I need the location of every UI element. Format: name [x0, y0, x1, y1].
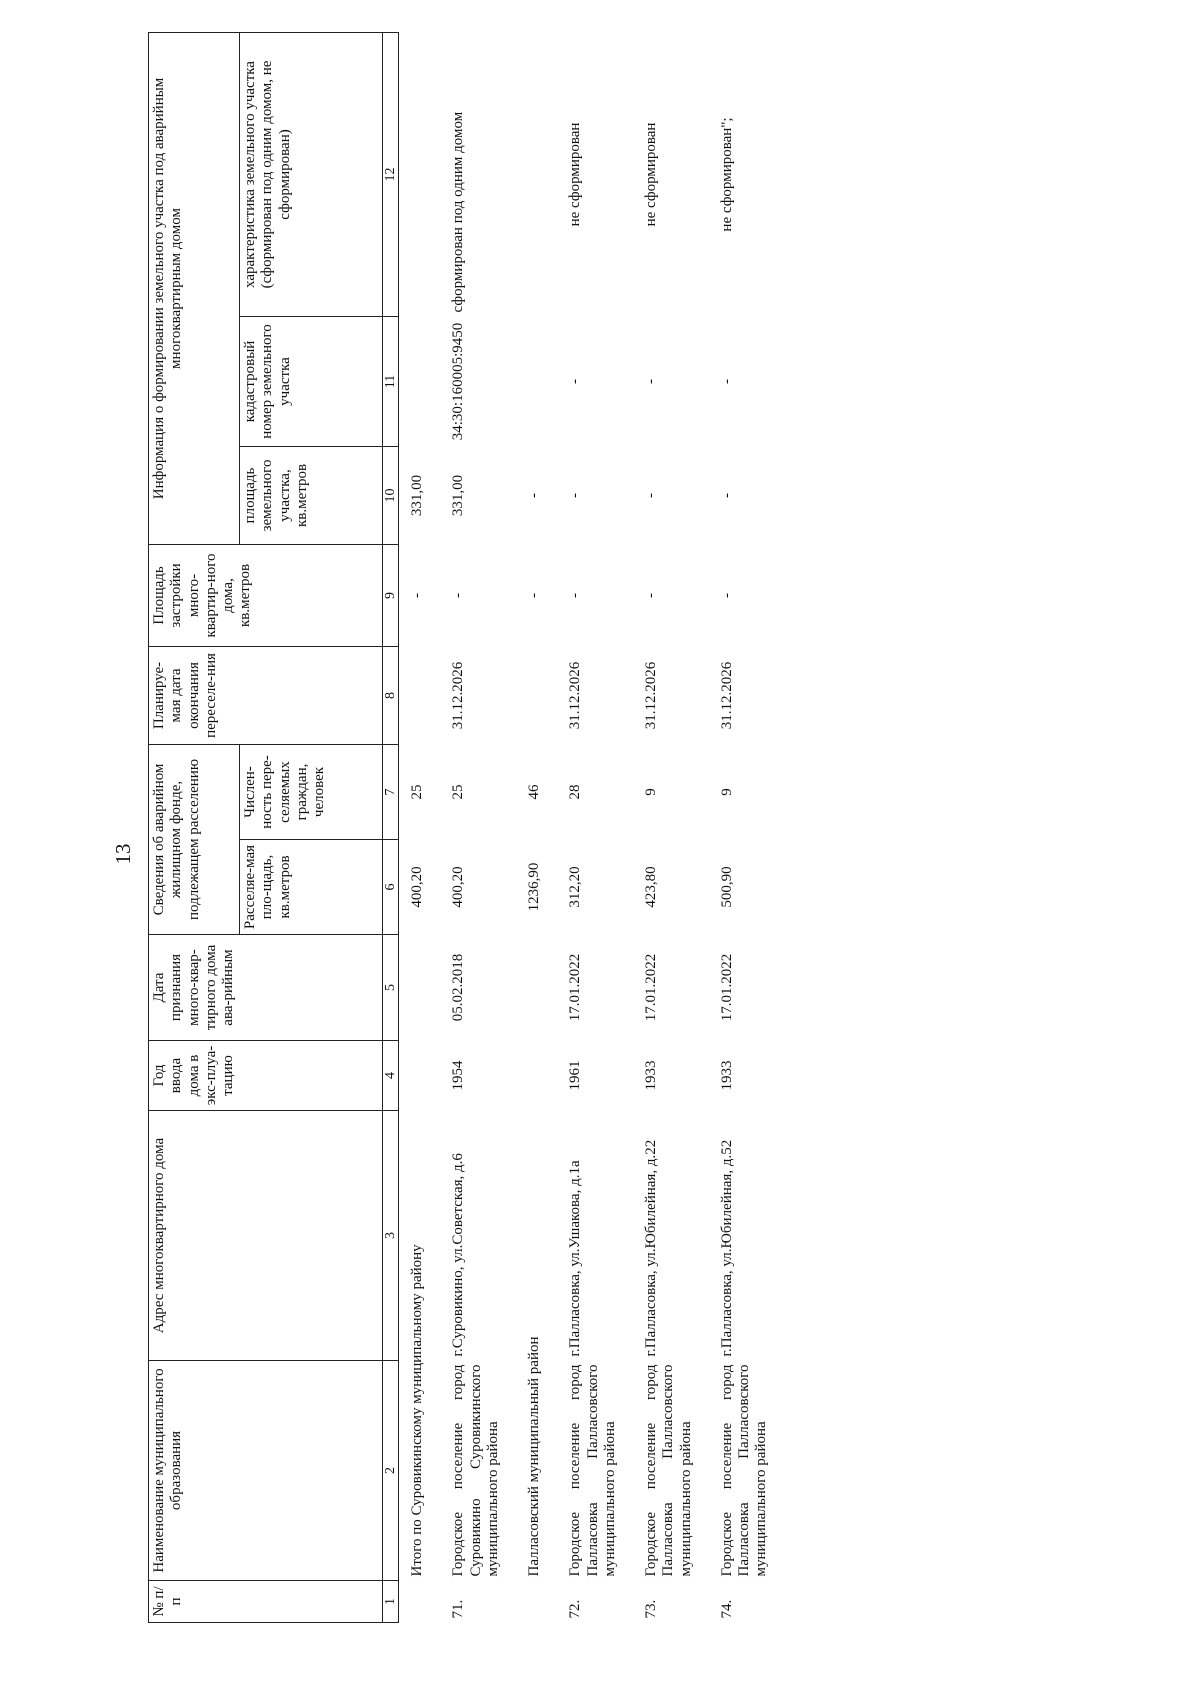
- recognition-date: 17.01.2022: [643, 953, 659, 1022]
- planned-date: 31.12.2026: [643, 661, 659, 730]
- total-area: 400,20: [399, 840, 441, 935]
- column-number: 5: [383, 935, 399, 1041]
- land-area: 331,00: [450, 474, 467, 517]
- column-number: 1: [383, 1581, 399, 1623]
- column-number: 6: [383, 840, 399, 935]
- land-area: -: [718, 492, 735, 498]
- building-area: -: [567, 592, 584, 598]
- total-building-area: -: [399, 544, 441, 646]
- column-number: 3: [383, 1111, 399, 1361]
- header-number: № п/п: [149, 1581, 383, 1623]
- header-row-top: [149, 32, 240, 1622]
- resettled-area: 400,20: [450, 866, 467, 908]
- subtotal-label: Палласовский муниципальный район: [526, 1336, 542, 1577]
- column-number: 12: [383, 32, 399, 316]
- subtotal-row: [516, 32, 557, 1622]
- resettled-area: 423,80: [643, 866, 659, 908]
- total-label: Итого по Суровикинскому муниципальному району: [399, 1111, 441, 1581]
- subtotal-land-area: -: [526, 492, 542, 498]
- column-number: 7: [383, 744, 399, 839]
- recognition-date: 17.01.2022: [718, 953, 735, 1022]
- land-status: не сформирован: [643, 122, 659, 227]
- recognition-date: 05.02.2018: [450, 953, 467, 1022]
- header-recognition-date: Дата признания много-квар-тирного дома ава-рийным: [149, 935, 383, 1041]
- header-planned-date: Планируе-мая дата окончания переселе-ния: [149, 646, 383, 744]
- header-municipality: Наименование муниципального образования: [149, 1361, 383, 1581]
- column-number: 9: [383, 544, 399, 646]
- municipality-name: Городское поселение город Суровикино Суровикинского муниципального района: [450, 1364, 501, 1577]
- resettled-people: 9: [643, 788, 659, 796]
- land-area: -: [643, 492, 659, 498]
- row-number: 72.: [567, 1599, 584, 1619]
- header-year: Год ввода дома в экс-плуа-тацию: [149, 1041, 383, 1111]
- planned-date: 31.12.2026: [567, 661, 584, 730]
- house-address: г.Палласовка, ул.Ушакова, д.1а: [567, 1160, 584, 1357]
- table-row: [440, 32, 516, 1622]
- commission-year: 1961: [567, 1060, 584, 1091]
- resettled-area: 500,90: [718, 866, 735, 908]
- total-land-area: 331,00: [399, 446, 441, 544]
- subtotal-people: 46: [526, 784, 542, 800]
- cadastral-number: -: [567, 378, 584, 384]
- house-address: г.Палласовка, ул.Юбилейная, д.22: [643, 1139, 659, 1357]
- land-status: не сформирован";: [718, 117, 735, 232]
- header-resettled-area: Расселяе-мая пло-щадь, кв.метров: [240, 840, 383, 935]
- commission-year: 1933: [643, 1060, 659, 1091]
- cadastral-number: -: [643, 378, 659, 384]
- municipality-name: Городское поселение город Палласовка Палласовского муниципального района: [643, 1364, 694, 1577]
- building-area: -: [718, 592, 735, 598]
- column-number: 4: [383, 1041, 399, 1111]
- rotated-page: [148, 33, 1200, 1623]
- header-resettled-people: Числен-ность пере-селяемых граждан, человек: [240, 744, 383, 839]
- municipality-name: Городское поселение город Палласовка Палласовского муниципального района: [567, 1364, 618, 1577]
- building-area: -: [450, 592, 467, 598]
- commission-year: 1933: [718, 1060, 735, 1091]
- page-number: 13: [111, 843, 135, 865]
- recognition-date: 17.01.2022: [567, 953, 584, 1022]
- row-number: 73.: [643, 1599, 659, 1619]
- house-address: г.Палласовка, ул.Юбилейная, д.52: [718, 1139, 735, 1357]
- total-row: [399, 32, 441, 1622]
- emergency-housing-table: [148, 32, 785, 1623]
- municipality-name: Городское поселение город Палласовка Палласовского муниципального района: [718, 1364, 770, 1577]
- table-row: [633, 32, 709, 1622]
- planned-date: 31.12.2026: [450, 661, 467, 730]
- resettled-area: 312,20: [567, 866, 584, 908]
- total-people: 25: [399, 744, 441, 839]
- header-cadastral: кадастровый номер земельного участка: [240, 316, 383, 446]
- land-status: не сформирован: [567, 122, 584, 227]
- resettled-people: 9: [718, 788, 735, 796]
- column-number: 2: [383, 1361, 399, 1581]
- land-area: -: [567, 492, 584, 498]
- subtotal-building-area: -: [526, 592, 542, 598]
- column-number: 11: [383, 316, 399, 446]
- resettled-people: 25: [450, 784, 467, 800]
- header-group-land: Информация о формировании земельного участка под аварийным многоквартирным домом: [149, 32, 240, 544]
- header-group-housing: Сведения об аварийном жилищном фонде, подлежащем расселению: [149, 744, 240, 934]
- column-numbers-row: [383, 32, 399, 1622]
- header-address: Адрес многоквартирного дома: [149, 1111, 383, 1361]
- header-building-area: Площадь застройки много-квартир-ного дома, кв.метров: [149, 544, 383, 646]
- table-row: [709, 32, 785, 1622]
- column-number: 10: [383, 446, 399, 544]
- row-number: 74.: [718, 1599, 735, 1619]
- column-number: 8: [383, 646, 399, 744]
- table-row: [557, 32, 633, 1622]
- building-area: -: [643, 592, 659, 598]
- subtotal-area: 1236,90: [526, 862, 542, 912]
- row-number: 71.: [450, 1599, 467, 1619]
- planned-date: 31.12.2026: [718, 661, 735, 730]
- house-address: г.Суровикино, ул.Советская, д.6: [450, 1153, 467, 1357]
- land-status: сформирован под одним домом: [450, 111, 467, 313]
- cadastral-number: 34:30:160005:9450: [450, 322, 467, 441]
- cadastral-number: -: [718, 378, 735, 384]
- commission-year: 1954: [450, 1060, 467, 1091]
- header-land-area: площадь земельного участка, кв.метров: [240, 446, 383, 544]
- header-land-status: характеристика земельного участка (сформирован под одним домом, не сформирован): [240, 32, 383, 316]
- resettled-people: 28: [567, 784, 584, 800]
